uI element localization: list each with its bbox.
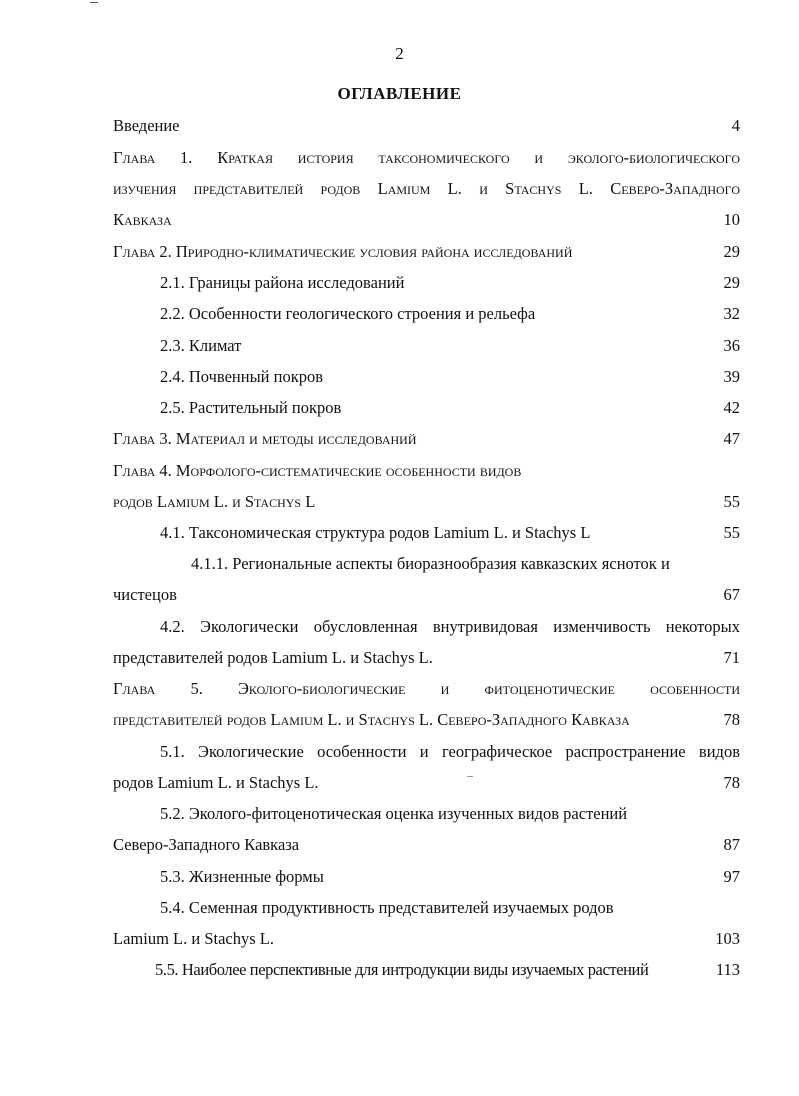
toc-entry[interactable] <box>113 551 740 577</box>
toc-entry[interactable] <box>113 645 740 671</box>
toc-entry-page: 67 <box>723 585 740 604</box>
toc-entry-page: 87 <box>723 835 740 854</box>
toc-entry-page: 29 <box>723 273 740 292</box>
toc-entry-text: 4.1. Таксономическая структура родов Lamium L. и Stachys L <box>160 523 591 542</box>
toc-entry-text: Кавказа <box>113 210 172 229</box>
toc-entry[interactable] <box>113 520 740 546</box>
toc-entry[interactable] <box>113 926 740 952</box>
toc-entry[interactable] <box>113 957 740 983</box>
toc-entry[interactable] <box>113 301 740 327</box>
toc-entry-page: 42 <box>723 398 740 417</box>
toc-entry[interactable] <box>113 739 740 765</box>
toc-entry-text: 5.1. Экологические особенности и географическое распространение видов <box>160 742 740 761</box>
page-number: 2 <box>395 44 404 63</box>
toc-entry-page: 103 <box>715 929 740 948</box>
toc-entry[interactable] <box>113 864 740 890</box>
toc-entry-page: 32 <box>723 304 740 323</box>
toc-entry[interactable] <box>113 614 740 640</box>
toc-entry[interactable] <box>113 832 740 858</box>
toc-entry-text: Глава 2. Природно-климатические условия района исследований <box>113 242 573 261</box>
toc-entry-text: 2.1. Границы района исследований <box>160 273 405 292</box>
toc-entry-text: изучения представителей родов Lamium L. и Stachys L. Северо-Западного <box>113 179 740 198</box>
toc-entry[interactable] <box>113 364 740 390</box>
toc-entry-page: 78 <box>723 773 740 792</box>
toc-entry-text: Глава 1. Краткая история таксономического и эколого-биологического <box>113 148 740 167</box>
toc-entry-text: 5.5. Наиболее перспективные для интродукции виды изучаемых растений <box>155 960 649 979</box>
toc-entry-text: 5.4. Семенная продуктивность представителей изучаемых родов <box>160 898 614 917</box>
toc-entry-text: 5.2. Эколого-фитоценотическая оценка изученных видов растений <box>160 804 628 823</box>
toc-entry-text: Северо-Западного Кавказа <box>113 835 300 854</box>
toc-entry[interactable] <box>113 770 740 796</box>
toc-entry-page: 36 <box>723 336 740 355</box>
toc-entry[interactable] <box>113 113 740 139</box>
toc-entry-text: Lamium L. и Stachys L. <box>113 929 274 948</box>
toc-entry-text: родов Lamium L. и Stachys L. <box>113 773 319 792</box>
toc-entry-text: 4.2. Экологически обусловленная внутривидовая изменчивость некоторых <box>160 617 740 636</box>
toc-entry[interactable] <box>113 458 740 484</box>
toc-entry-text: 2.5. Растительный покров <box>160 398 342 417</box>
toc-entry-page: 55 <box>723 492 740 511</box>
toc-entry-page: 39 <box>723 367 740 386</box>
toc-entry-text: представителей родов Lamium L. и Stachys L. <box>113 648 433 667</box>
toc-entry-text: родов Lamium L. и Stachys L <box>113 492 316 511</box>
toc-entry-page: 4 <box>731 116 740 135</box>
toc-entry[interactable] <box>113 582 740 608</box>
toc-entry[interactable] <box>113 395 740 421</box>
toc-entry[interactable] <box>113 489 740 515</box>
toc-entry[interactable] <box>113 207 740 233</box>
toc-entry-text: Введение <box>113 116 180 135</box>
toc-entry-text: представителей родов Lamium L. и Stachys L. Северо-Западного Кавказа <box>113 710 630 729</box>
toc-entry[interactable] <box>113 801 740 827</box>
toc-entry-page: 71 <box>723 648 740 667</box>
toc-entry[interactable] <box>113 270 740 296</box>
toc-entry[interactable] <box>113 333 740 359</box>
toc-entry-page: 10 <box>723 210 740 229</box>
toc-entry-page: 47 <box>723 429 740 448</box>
page-title: ОГЛАВЛЕНИЕ <box>337 84 462 103</box>
toc-entry[interactable] <box>113 176 740 202</box>
toc-entry[interactable] <box>113 895 740 921</box>
toc-entry-text: 2.2. Особенности геологического строения и рельефа <box>160 304 536 323</box>
toc-entry-page: 78 <box>723 710 740 729</box>
toc-entry-text: Глава 4. Морфолого-систематические особенности видов <box>113 461 522 480</box>
toc-entry-page: 29 <box>723 242 740 261</box>
toc-entry-text: 2.3. Климат <box>160 336 242 355</box>
toc-entry-text: Глава 3. Материал и методы исследований <box>113 429 417 448</box>
toc-entry[interactable] <box>113 676 740 702</box>
scan-mark <box>90 2 98 3</box>
toc-entry-text: 4.1.1. Региональные аспекты биоразнообразия кавказских ясноток и <box>191 554 670 573</box>
toc-entry[interactable] <box>113 145 740 171</box>
toc-entry-page: 113 <box>715 960 740 979</box>
toc-entry-text: Глава 5. Эколого-биологические и фитоценотические особенности <box>113 679 740 698</box>
toc-entry-text: 2.4. Почвенный покров <box>160 367 324 386</box>
toc-entry-text: 5.3. Жизненные формы <box>160 867 324 886</box>
toc-entry[interactable] <box>113 707 740 733</box>
toc-entry-text: чистецов <box>113 585 177 604</box>
toc-entry[interactable] <box>113 239 740 265</box>
toc-entry[interactable] <box>113 426 740 452</box>
toc-entry-page: 97 <box>723 867 740 886</box>
toc-entry-page: 55 <box>723 523 740 542</box>
